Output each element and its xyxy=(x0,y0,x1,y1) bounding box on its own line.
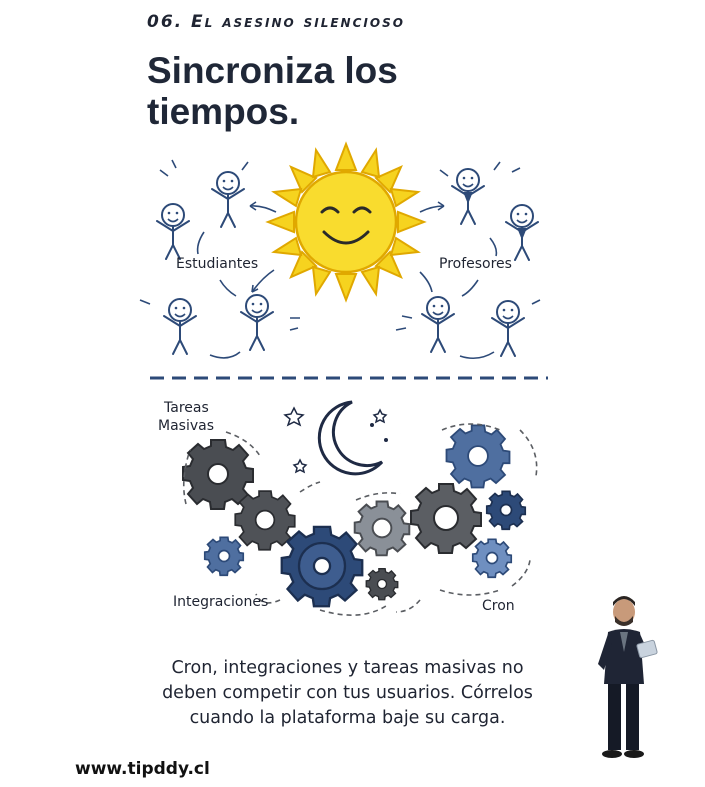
student-figure xyxy=(212,172,244,227)
label-integrations: Integraciones xyxy=(173,594,269,610)
gear-icon xyxy=(366,569,398,600)
website-url: www.tipddy.cl xyxy=(75,759,210,779)
label-teachers: Profesores xyxy=(439,256,512,272)
gear-icon xyxy=(487,491,526,529)
caption-line: Cron, integraciones y tareas masivas no xyxy=(171,658,524,678)
caption xyxy=(135,656,560,731)
moon-icon xyxy=(285,402,388,474)
star-icon xyxy=(374,410,386,422)
gear-icon xyxy=(411,484,481,553)
student-figure xyxy=(157,204,189,259)
caption-line: deben competir con tus usuarios. Córrelos xyxy=(162,683,533,703)
student-figure xyxy=(241,295,273,350)
label-tasks-line2: Masivas xyxy=(158,418,214,434)
gear-icon xyxy=(447,425,510,487)
gear-icon xyxy=(355,501,410,555)
label-cron: Cron xyxy=(482,598,515,614)
gear-icon xyxy=(473,539,512,577)
star-icon xyxy=(294,460,306,472)
label-tasks-line1: Tareas xyxy=(164,400,209,416)
student-figure xyxy=(164,299,196,354)
star-icon xyxy=(285,408,303,425)
gear-icon xyxy=(235,491,295,550)
section-eyebrow: 06. El asesino silencioso xyxy=(147,12,405,32)
gear-icon xyxy=(205,537,244,575)
label-students: Estudiantes xyxy=(176,256,259,272)
gear-icon xyxy=(282,527,363,606)
sun-icon xyxy=(268,144,424,300)
presenter-figure xyxy=(588,592,668,762)
caption-line: cuando la plataforma baje su carga. xyxy=(189,708,506,728)
page-title: Sincroniza los tiempos. xyxy=(147,50,398,132)
teacher-figure xyxy=(492,301,524,356)
gears-group xyxy=(183,424,537,615)
teacher-figure xyxy=(422,297,454,352)
